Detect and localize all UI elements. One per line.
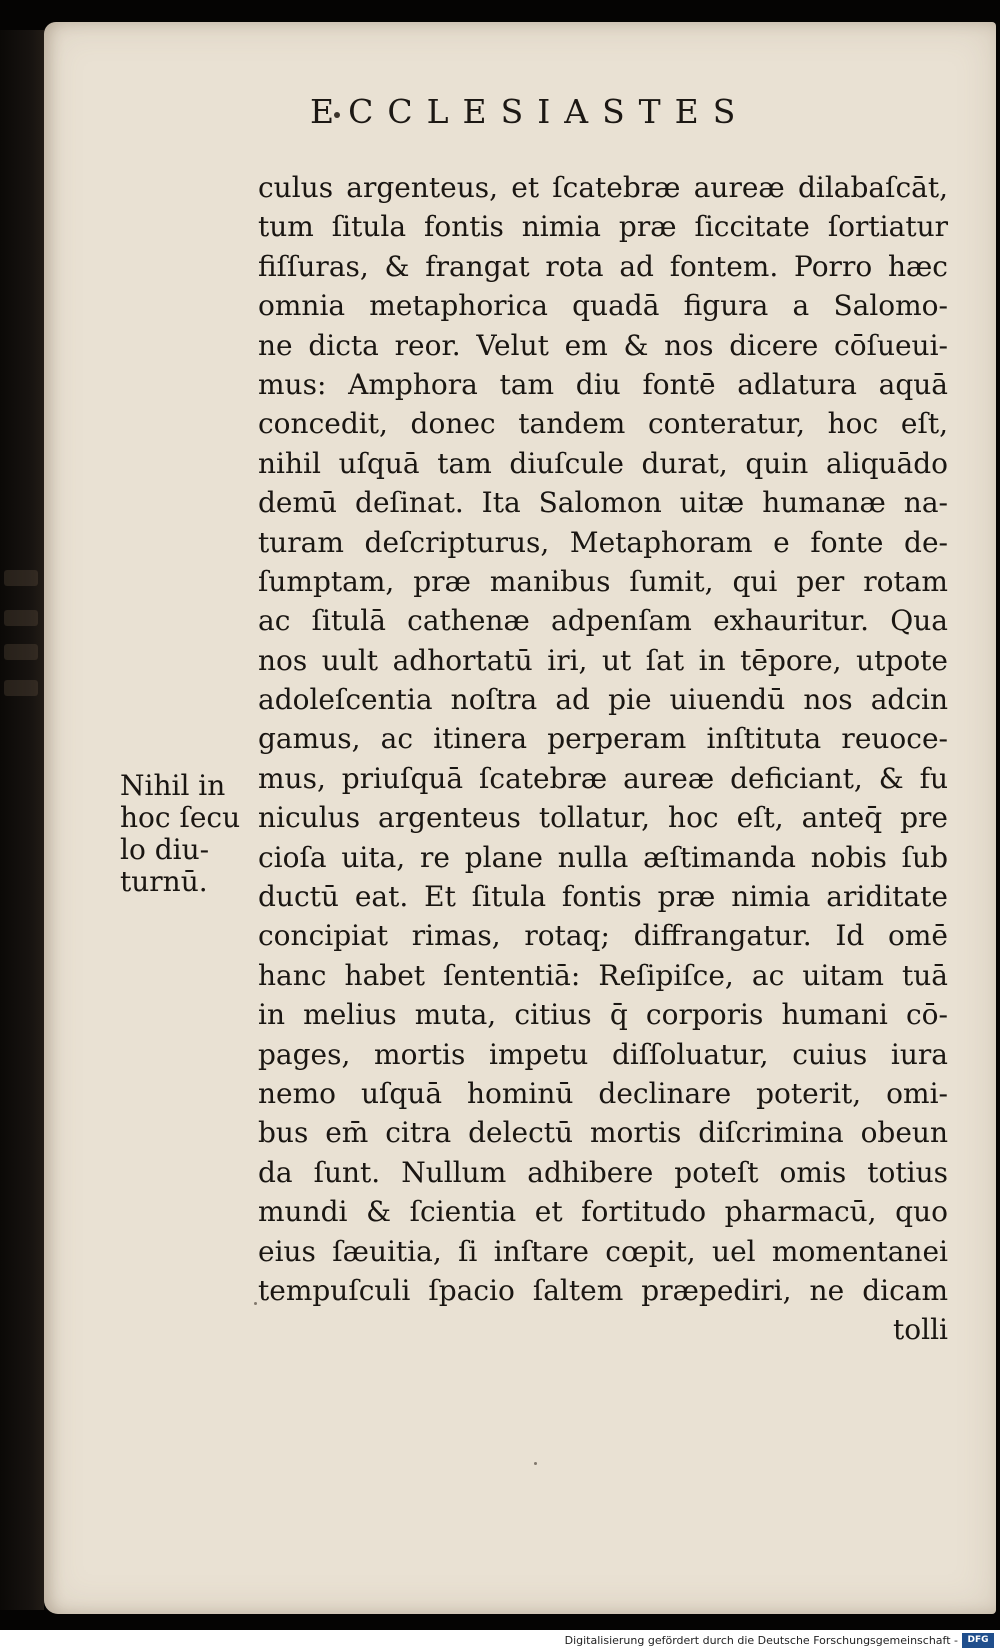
footer-credit: Digitalisierung gefördert durch die Deutsche Forschungsgemeinschaft - — [564, 1634, 958, 1647]
marginal-note — [120, 770, 260, 898]
marginal-note-line: lo diu- — [120, 833, 210, 866]
bleed-through-mark — [4, 570, 38, 586]
body-text — [258, 168, 948, 1350]
text-line: omnia metaphorica quadā figura a Salomo- — [258, 289, 948, 323]
text-line: ne dicta reor. Velut em & nos dicere cōſueui- — [258, 328, 948, 362]
text-line: pages, mortis impetu diſſoluatur, cuius iura — [258, 1037, 948, 1071]
text-line: mus: Amphora tam diu fontē adlatura aquā — [258, 367, 948, 401]
bleed-through-mark — [4, 680, 38, 696]
footer-bar — [0, 1630, 1000, 1652]
text-line: tolli — [893, 1313, 948, 1347]
text-line: fiſſuras, & frangat rota ad fontem. Porro hæc — [258, 249, 948, 283]
running-head: ECCLESIASTES — [310, 92, 750, 131]
text-line: ſumptam, præ manibus ſumit, qui per rotam — [258, 564, 948, 598]
text-line: eius ſæuitia, ſi inſtare cœpit, uel momentanei — [258, 1234, 948, 1268]
text-line: hanc habet ſententiā: Reſipiſce, ac uitam tuā — [258, 958, 948, 992]
marginal-note-line: turnū. — [120, 865, 208, 898]
text-line: adoleſcentia noſtra ad pie uiuendū nos adcin — [258, 683, 948, 717]
text-line: culus argenteus, et ſcatebræ aureæ dilabaſcāt, — [258, 171, 948, 204]
text-line: bus em̄ citra delectū mortis diſcrimina obeun — [258, 1116, 948, 1150]
bleed-through-mark — [4, 610, 38, 626]
text-line: nihil uſquā tam diuſcule durat, quin aliquādo — [258, 446, 948, 480]
text-line: concedit, donec tandem conteratur, hoc eſt, — [258, 407, 948, 441]
text-line: nos uult adhortatū iri, ut ſat in tēpore, utpote — [258, 643, 948, 677]
text-line: turam deſcripturus, Metaphoram e fonte de- — [258, 525, 948, 559]
text-line: demū deſinat. Ita Salomon uitæ humanæ na- — [258, 486, 948, 520]
text-line: concipiat rimas, rotaq; diffrangatur. Id omē — [258, 919, 948, 953]
text-line: gamus, ac itinera perperam inſtituta reuoce- — [258, 722, 948, 756]
text-line: tempuſculi ſpacio ſaltem præpediri, ne dicam — [258, 1273, 948, 1307]
text-line: in melius muta, citius q̄ corporis humani cō- — [258, 998, 948, 1032]
marginal-note-line: hoc ſecu — [120, 801, 241, 834]
text-line: niculus argenteus tollatur, hoc eſt, anteq̄ pre — [258, 801, 948, 835]
text-line: tum ſitula fontis nimia præ ſiccitate ſortiatur — [258, 210, 948, 244]
text-line: ductū eat. Et ſitula fontis præ nimia ariditate — [258, 880, 948, 914]
previous-page-edge — [0, 30, 44, 1610]
marginal-note-line: Nihil in — [120, 769, 226, 802]
paper-speck — [534, 1462, 537, 1465]
text-line: mus, priuſquā ſcatebræ aureæ deficiant, & fu — [258, 761, 948, 795]
paper-speck — [254, 1302, 257, 1305]
text-line: da ſunt. Nullum adhibere poteſt omis totius — [258, 1155, 948, 1189]
bleed-through-mark — [4, 644, 38, 660]
dfg-logo[interactable]: DFG — [962, 1633, 994, 1648]
text-line: ac ſitulā cathenæ adpenſam exhauritur. Qua — [258, 604, 948, 638]
text-line: mundi & ſcientia et fortitudo pharmacū, quo — [258, 1195, 948, 1229]
text-line: nemo uſquā hominū declinare poterit, omi- — [258, 1076, 948, 1110]
text-line: cioſa uita, re plane nulla æſtimanda nobis ſub — [258, 840, 948, 874]
